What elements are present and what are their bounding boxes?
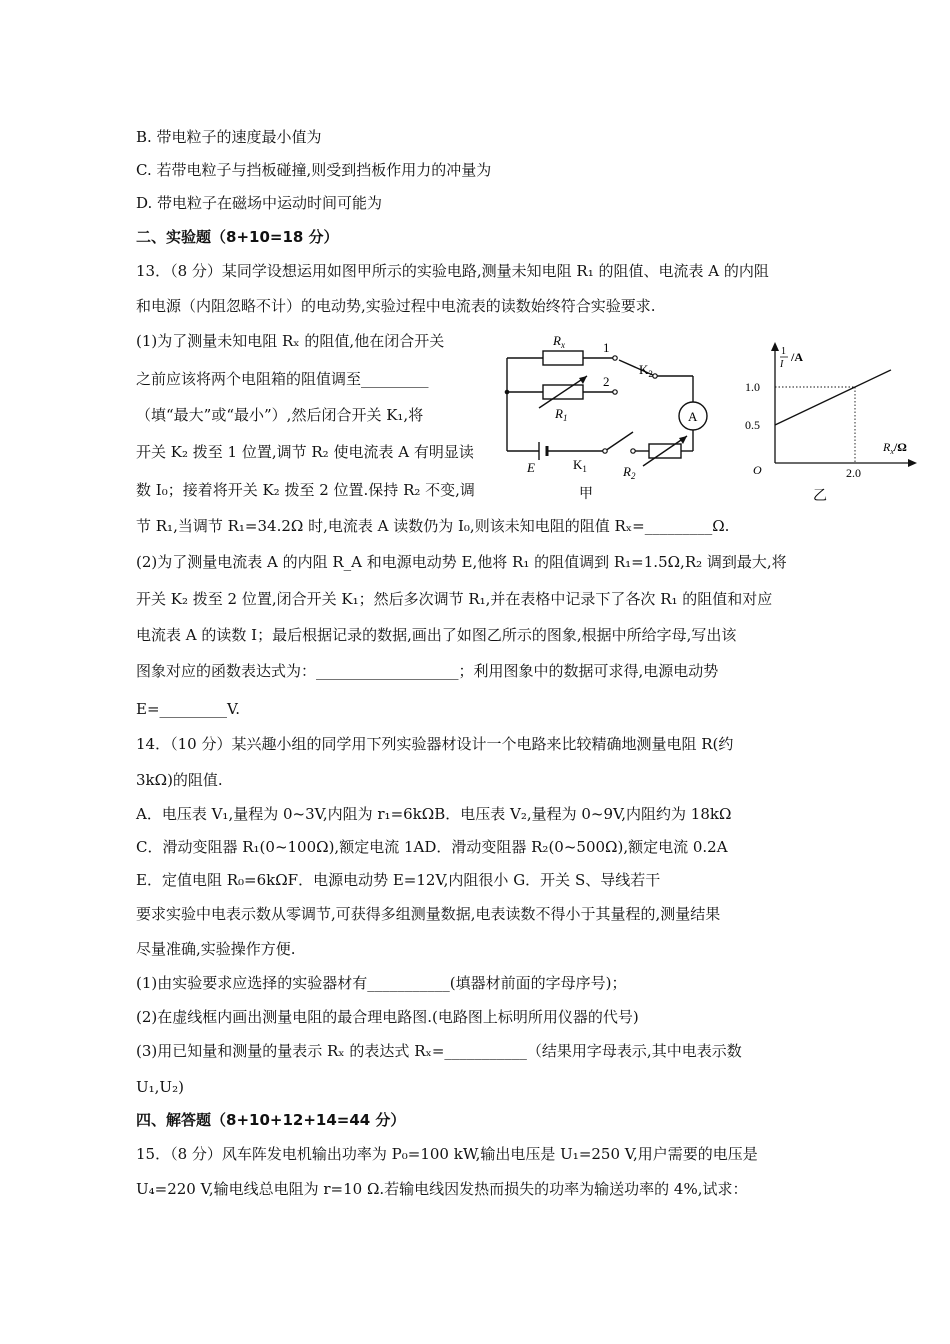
- circuit-diagram: [495, 328, 725, 508]
- option-c: C. 若带电粒子与挡板碰撞,则受到挡板作用力的冲量为: [136, 161, 492, 179]
- q13-line-10: 开关 K₂ 拨至 2 位置,闭合开关 K₁；然后多次调节 R₁,并在表格中记录下了各次 R₁ 的阻值和对应: [136, 590, 773, 608]
- graph-yi: [735, 330, 925, 510]
- q14-line-1: 14．（10 分）某兴趣小组的同学用下列实验器材设计一个电路来比较精确地测量电阻 R(约: [136, 735, 734, 753]
- q13-line-6: 开关 K₂ 拨至 1 位置,调节 R₂ 使电流表 A 有明显读: [136, 443, 474, 461]
- q13-line-7: 数 I₀；接着将开关 K₂ 拨至 2 位置.保持 R₂ 不变,调: [136, 481, 475, 499]
- label-rx: $R_x$: [553, 333, 565, 350]
- q13-line-5: （填“最大”或“最小”）,然后闭合开关 K₁,将: [136, 406, 424, 424]
- switch-k1: [605, 432, 633, 451]
- label-r1: $R_1$: [555, 406, 568, 423]
- y-axis-arrow: [771, 342, 779, 351]
- y-label-unit: /A: [791, 350, 803, 364]
- label-pos-1: 1: [603, 340, 610, 355]
- origin-label: O: [753, 463, 762, 477]
- option-d: D. 带电粒子在磁场中运动时间可能为: [136, 194, 383, 212]
- label-pos-2: 2: [603, 374, 610, 389]
- label-emf: E: [527, 460, 535, 475]
- q13-line-3: (1)为了测量未知电阻 Rₓ 的阻值,他在闭合开关: [136, 332, 445, 350]
- q14-option-cd: C．滑动变阻器 R₁(0~100Ω),额定电流 1AD．滑动变阻器 R₂(0~500Ω),额定电流 0.2A: [136, 838, 728, 856]
- y-label-num: 1: [781, 346, 786, 357]
- q13-line-9: (2)为了测量电流表 A 的内阻 R_A 和电源电动势 E,他将 R₁ 的阻值调到 R₁=1.5Ω,R₂ 调到最大,将: [136, 553, 787, 571]
- label-k1: $K_1$: [573, 457, 587, 474]
- y-tick-label-1: 1.0: [745, 380, 760, 394]
- q14-option-ab: A．电压表 V₁,量程为 0~3V,内阻为 r₁=6kΩB．电压表 V₂,量程为 0~9V,内阻约为 18kΩ: [136, 805, 732, 823]
- resistor-rx: [543, 351, 583, 365]
- q14-part-3: (3)用已知量和测量的量表示 Rₓ 的表达式 Rₓ=___________（结果用字母表示,其中电表示数: [136, 1042, 742, 1060]
- q14-part-1: (1)由实验要求应选择的实验器材有___________(填器材前面的字母序号)；: [136, 974, 627, 992]
- q13-line-8: 节 R₁,当调节 R₁=34.2Ω 时,电流表 A 读数仍为 I₀,则该未知电阻的阻值 Rₓ=_________Ω.: [136, 517, 730, 535]
- q13-line-4: 之前应该将两个电阻箱的阻值调至_________: [136, 370, 429, 388]
- q14-line-4: 尽量准确,实验操作方便.: [136, 940, 296, 958]
- q15-line-2: U₄=220 V,输电线总电阻为 r=10 Ω.若输电线因发热而损失的功率为输送功率的 4%,试求：: [136, 1180, 748, 1198]
- q13-line-2: 和电源（内阻忽略不计）的电动势,实验过程中电流表的读数始终符合实验要求.: [136, 297, 656, 315]
- q13-line-11: 电流表 A 的读数 I；最后根据记录的数据,画出了如图乙所示的图象,根据中所给字母,写出该: [136, 626, 737, 644]
- q13-line-12: 图象对应的函数表达式为：___________________；利用图象中的数据可求得,电源电动势: [136, 662, 719, 680]
- caption-jia: 甲: [579, 487, 593, 502]
- q14-part-2: (2)在虚线框内画出测量电阻的最合理电路图.(电路图上标明所用仪器的代号): [136, 1008, 639, 1026]
- q14-line-2: 3kΩ)的阻值.: [136, 771, 223, 789]
- section-4-heading: 四、解答题（8+10+12+14=44 分）: [136, 1111, 406, 1129]
- q14-option-efg: E．定值电阻 R₀=6kΩF．电源电动势 E=12V,内阻很小 G．开关 S、导线若干: [136, 871, 661, 889]
- label-r2: $R_2$: [623, 464, 636, 481]
- section-2-heading: 二、实验题（8+10=18 分）: [136, 228, 339, 246]
- label-ammeter: A: [688, 409, 698, 424]
- q14-line-3: 要求实验中电表示数从零调节,可获得多组测量数据,电表读数不得小于其量程的,测量结果: [136, 905, 721, 923]
- q13-line-13: E=_________V.: [136, 700, 240, 718]
- q15-line-1: 15．（8 分）风车阵发电机输出功率为 P₀=100 kW,输出电压是 U₁=250 V,用户需要的电压是: [136, 1145, 758, 1163]
- x-label: $R_x/\Omega$: [883, 440, 907, 456]
- x-tick-label-0: 2.0: [846, 466, 861, 480]
- q13-line-1: 13．（8 分）某同学设想运用如图甲所示的实验电路,测量未知电阻 R₁ 的阻值、电流表 A 的内阻: [136, 262, 769, 280]
- caption-yi: 乙: [813, 489, 827, 504]
- y-tick-label-0: 0.5: [745, 418, 760, 432]
- x-axis-arrow: [908, 459, 917, 467]
- y-label-den: I: [780, 359, 784, 370]
- option-b: B. 带电粒子的速度最小值为: [136, 128, 322, 146]
- series-line: [775, 370, 891, 425]
- q14-part-3-cont: U₁,U₂): [136, 1078, 184, 1096]
- label-k2: $K_2$: [639, 362, 653, 379]
